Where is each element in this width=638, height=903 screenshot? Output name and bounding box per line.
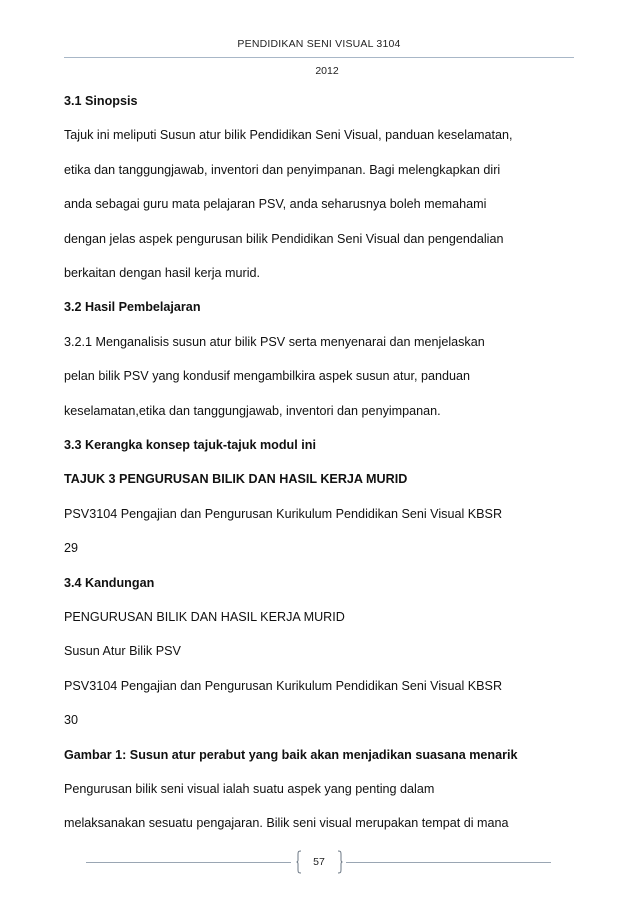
paragraph-line: PSV3104 Pengajian dan Pengurusan Kurikulum Pendidikan Seni Visual KBSR: [64, 506, 503, 521]
section-heading: 3.4 Kandungan: [64, 575, 155, 590]
section-heading: TAJUK 3 PENGURUSAN BILIK DAN HASIL KERJA MURID: [64, 472, 408, 487]
header-divider: [64, 57, 574, 58]
section-heading: 3.2 Hasil Pembelajaran: [64, 300, 201, 315]
paragraph-line: pelan bilik PSV yang kondusif mengambilkira aspek susun atur, panduan: [64, 369, 471, 384]
page-number: 57: [313, 856, 325, 868]
paragraph-line: etika dan tanggungjawab, inventori dan penyimpanan. Bagi melengkapkan diri: [64, 162, 501, 177]
paragraph-line: anda sebagai guru mata pelajaran PSV, anda seharusnya boleh memahami: [64, 197, 487, 212]
paragraph-line: 30: [64, 713, 79, 728]
right-bracket-icon: [337, 850, 343, 874]
paragraph-line: 29: [64, 541, 79, 556]
paragraph-line: keselamatan,etika dan tanggungjawab, inventori dan penyimpanan.: [64, 403, 441, 418]
footer-divider-right: [346, 862, 551, 863]
paragraph-line: Pengurusan bilik seni visual ialah suatu aspek yang penting dalam: [64, 782, 435, 796]
paragraph-line: dengan jelas aspek pengurusan bilik Pendidikan Seni Visual dan pengendalian: [64, 231, 504, 246]
paragraph-line: PSV3104 Pengajian dan Pengurusan Kurikulum Pendidikan Seni Visual KBSR: [64, 678, 503, 693]
footer-divider-left: [86, 862, 291, 863]
paragraph-line: Susun Atur Bilik PSV: [64, 644, 181, 659]
header-title: PENDIDIKAN SENI VISUAL 3104: [237, 38, 401, 50]
paragraph-line: berkaitan dengan hasil kerja murid.: [64, 266, 261, 280]
paragraph-line: 3.2.1 Menganalisis susun atur bilik PSV serta menyenarai dan menjelaskan: [64, 334, 485, 349]
section-heading: Gambar 1: Susun atur perabut yang baik akan menjadikan suasana menarik: [64, 747, 518, 762]
paragraph-line: Tajuk ini meliputi Susun atur bilik Pendidikan Seni Visual, panduan keselamatan,: [64, 128, 513, 143]
section-heading: 3.1 Sinopsis: [64, 94, 138, 108]
paragraph-line: PENGURUSAN BILIK DAN HASIL KERJA MURID: [64, 610, 345, 624]
paragraph-line: melaksanakan sesuatu pengajaran. Bilik seni visual merupakan tempat di mana: [64, 816, 509, 831]
section-heading: 3.3 Kerangka konsep tajuk-tajuk modul ini: [64, 438, 316, 452]
header-year: 2012: [315, 65, 339, 77]
